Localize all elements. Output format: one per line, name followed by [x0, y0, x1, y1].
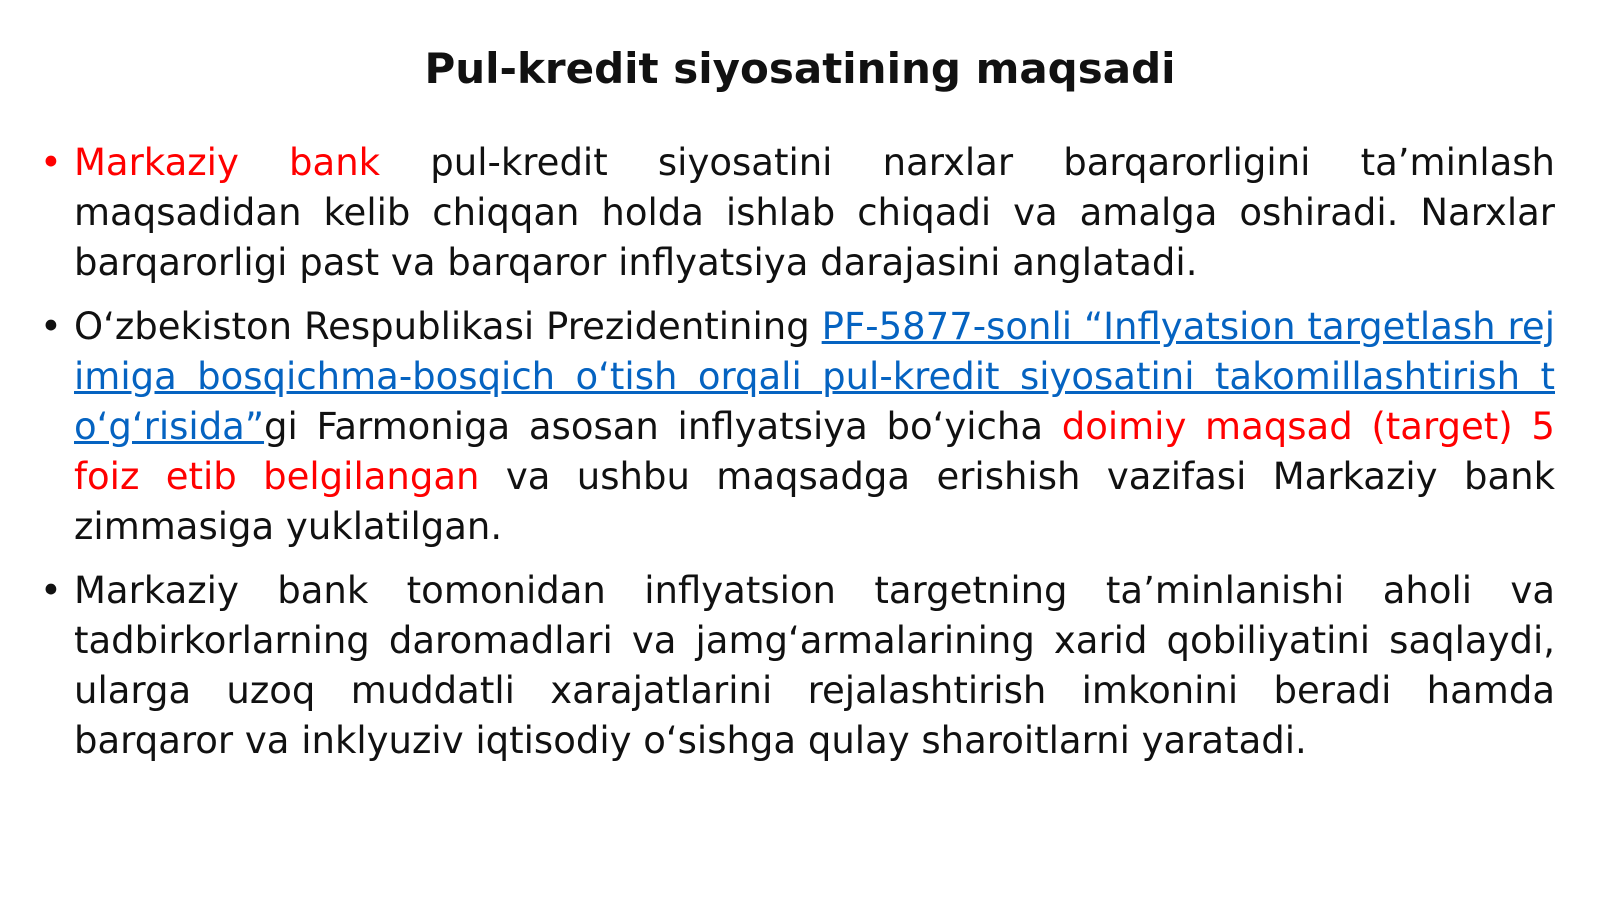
bullet-suffix-text: va ushbu maqsadga erishish vazifasi Markaziy bank zimmasiga yuklatilgan. — [74, 455, 1555, 548]
bullet-text: pul-kredit siyosatini narxlar barqarorligini ta’minlash maqsadidan kelib chiqqan holda ishlab chiqadi va amalga oshiradi. Narxlar barqarorligi past va barqaror inflyatsiya darajasini anglatadi. — [74, 141, 1556, 284]
bullet-dot-icon: • — [40, 305, 62, 348]
bullet-prefix-text: O‘zbekiston Respublikasi Prezidentining — [74, 305, 822, 348]
decree-link[interactable]: PF-5877-sonli “Inflyatsion targetlash rejimiga bosqichma-bosqich o‘tish orqali pul-kredit siyosatini takomillashtirish to‘g‘risida” — [74, 305, 1555, 448]
highlight-text: doimiy maqsad (target) 5 foiz etib belgilangan — [74, 405, 1555, 498]
highlight-text: Markaziy bank — [74, 141, 381, 184]
bullet-text: Markaziy bank tomonidan inflyatsion targetning ta’minlanishi aholi va tadbirkorlarning daromadlari va jamg‘armalarining xarid qobiliyatini saqlaydi, ularga uzoq muddatli xarajatlarini rejalashtirish imkonini beradi hamda barqaror va inklyuziv iqtisodiy o‘sishga qulay sharoitlarni yaratadi. — [74, 569, 1555, 762]
bullet-item-3 — [40, 566, 1555, 766]
bullet-item-1 — [40, 138, 1555, 288]
bullet-list — [40, 138, 1555, 766]
slide-title: Pul-kredit siyosatining maqsadi — [424, 44, 1176, 93]
bullet-dot-icon: • — [40, 141, 62, 184]
bullet-dot-icon: • — [40, 569, 62, 612]
bullet-middle-text: gi Farmoniga asosan inflyatsiya bo‘yicha — [264, 405, 1062, 448]
bullet-item-2 — [40, 302, 1555, 552]
